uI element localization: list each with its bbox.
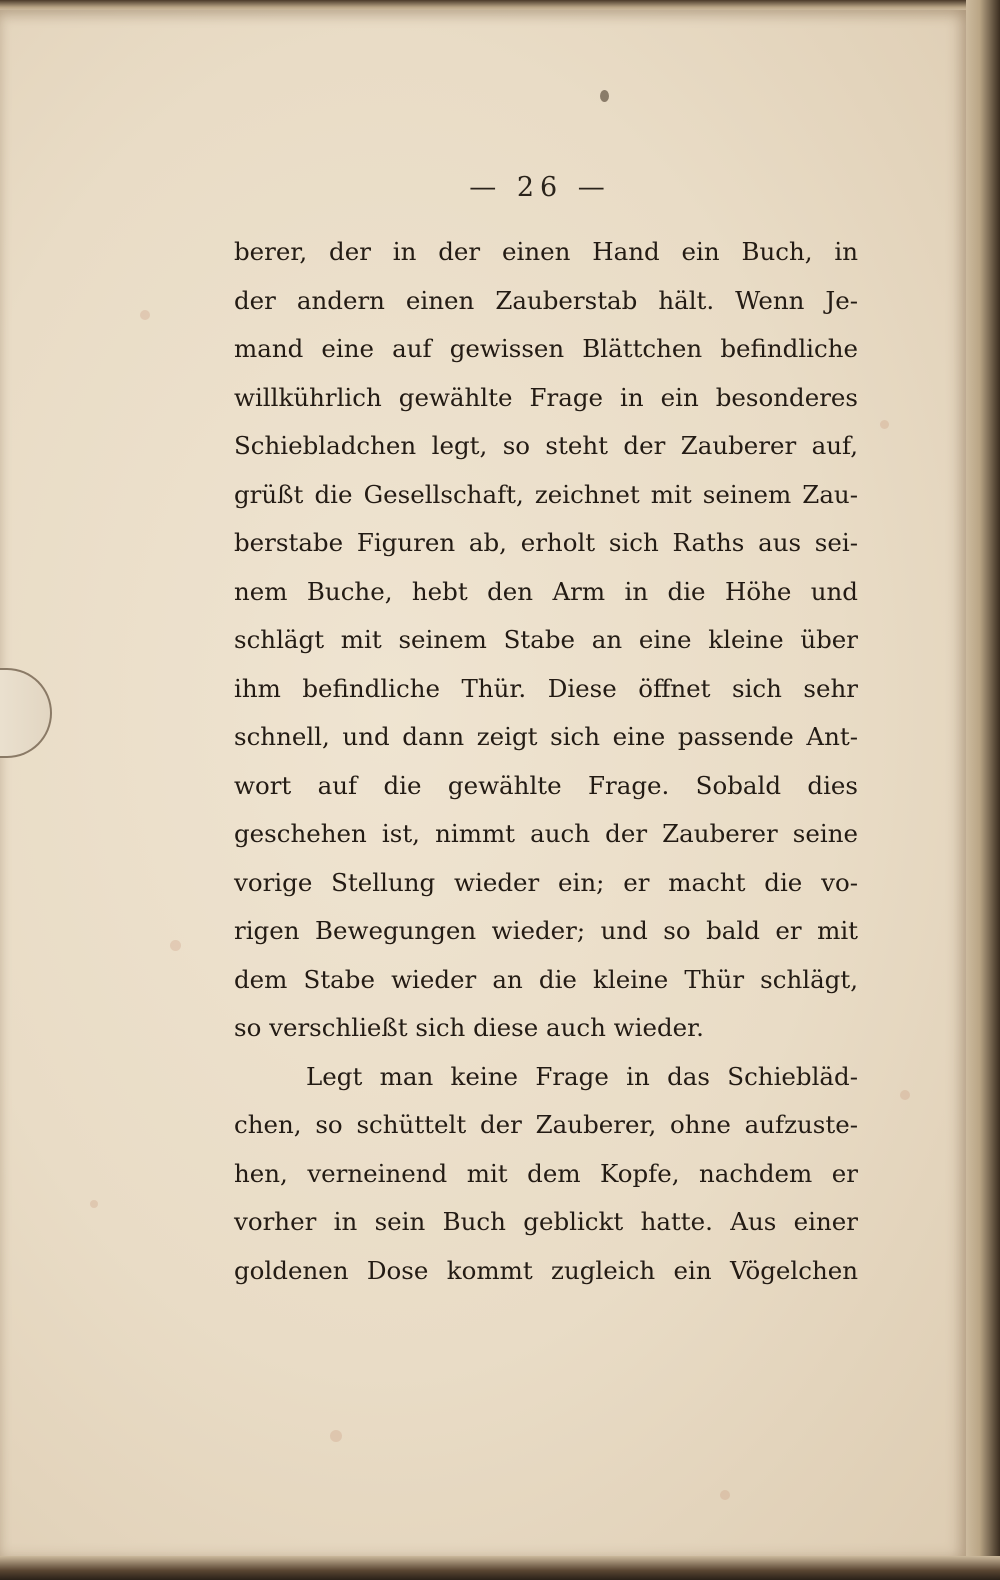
paper-speck [900, 1090, 910, 1100]
text-line: vorher in sein Buch geblickt hatte. Aus einer [234, 1207, 858, 1236]
text-line: vorige Stellung wieder ein; er macht die vo- [234, 867, 858, 897]
text-line: willkührlich gewählte Frage in ein besonderes [234, 382, 858, 412]
paper-speck [90, 1200, 98, 1208]
text-line: Schiebladchen legt, so steht der Zauberer auf, [234, 431, 858, 460]
paper-speck [880, 420, 889, 429]
text-line: ihm befindliche Thür. Diese öffnet sich sehr [234, 673, 858, 703]
page-number-header: — 26 — [469, 172, 611, 203]
text-line: schnell, und dann zeigt sich eine passende Ant- [234, 722, 858, 751]
text-line: wort auf die gewählte Frage. Sobald dies [234, 770, 858, 800]
body-text [234, 228, 858, 1295]
text-line: schlägt mit seinem Stabe an eine kleine über [234, 625, 858, 654]
paper-speck [720, 1490, 730, 1500]
book-bottom-edge [0, 1556, 1000, 1580]
paper-speck [600, 90, 609, 102]
text-line: berer, der in der einen Hand ein Buch, in [234, 237, 858, 266]
text-line: nem Buche, hebt den Arm in die Höhe und [234, 576, 858, 606]
text-line: hen, verneinend mit dem Kopfe, nachdem er [234, 1158, 858, 1188]
text-line: geschehen ist, nimmt auch der Zauberer seine [234, 819, 858, 848]
text-line: dem Stabe wieder an die kleine Thür schlägt, [234, 964, 858, 994]
text-line: grüßt die Gesellschaft, zeichnet mit seinem Zau- [234, 479, 858, 509]
text-line: Legt man keine Frage in das Schiebläd- [306, 1061, 858, 1091]
text-line: der andern einen Zauberstab hält. Wenn Je- [234, 285, 858, 315]
text-line: mand eine auf gewissen Blättchen befindliche [234, 334, 858, 363]
book-right-edge [966, 0, 1000, 1580]
paper-speck [170, 940, 181, 951]
text-line: rigen Bewegungen wieder; und so bald er mit [234, 916, 858, 945]
text-line: berstabe Figuren ab, erholt sich Raths aus sei- [234, 528, 858, 557]
paper-speck [140, 310, 150, 320]
paper-speck [330, 1430, 342, 1442]
text-line: so verschließt sich diese auch wieder. [234, 1013, 704, 1042]
text-line: chen, so schüttelt der Zauberer, ohne aufzuste- [234, 1110, 858, 1139]
text-line: goldenen Dose kommt zugleich ein Vögelchen [234, 1255, 858, 1285]
